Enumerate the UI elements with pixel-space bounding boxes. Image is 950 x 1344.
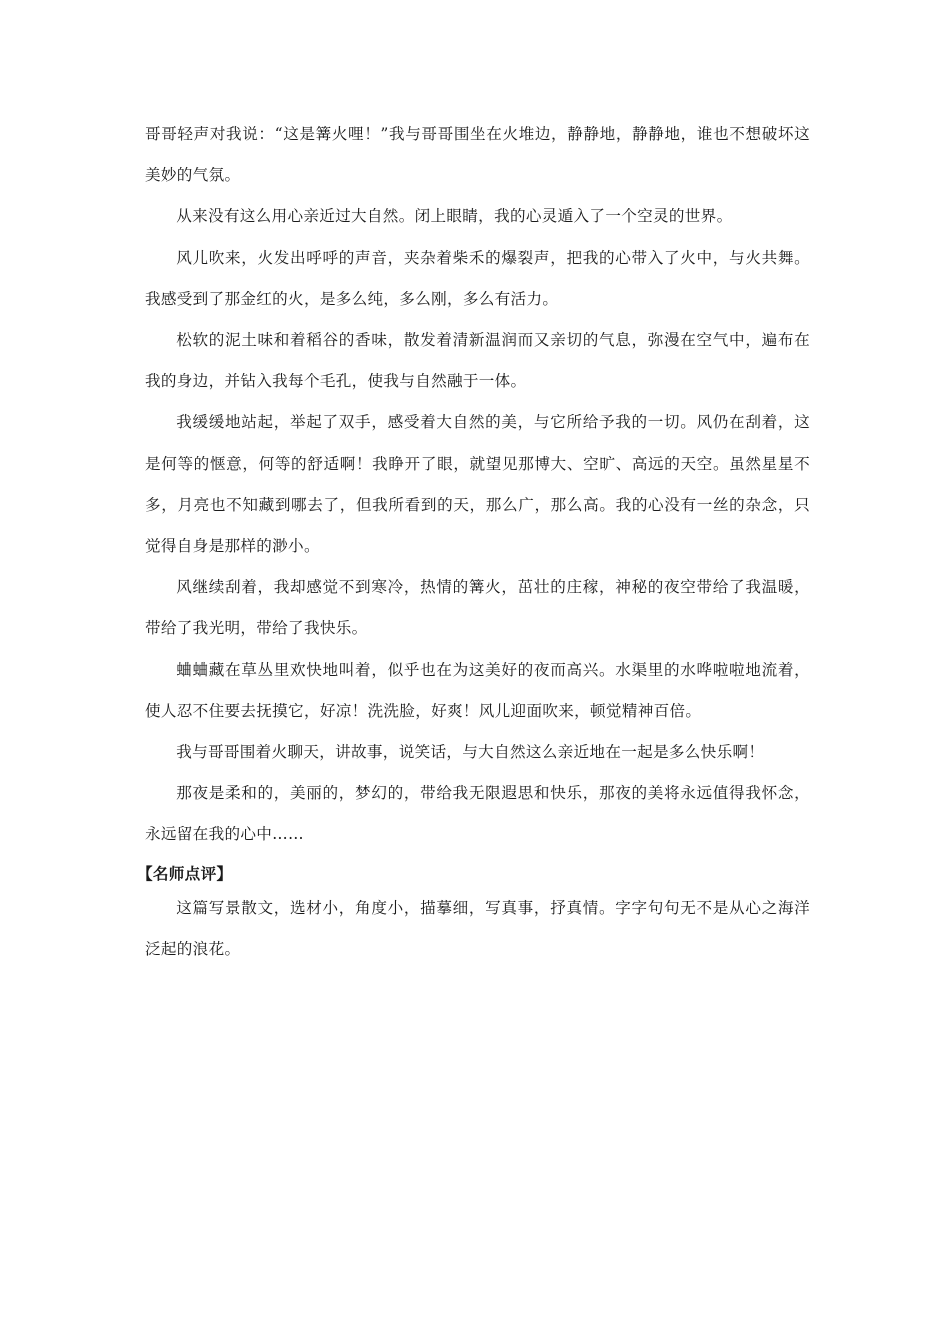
paragraph-1: 哥哥轻声对我说：“这是篝火哩！”我与哥哥围坐在火堆边，静静地，静静地，谁也不想破坏这美妙的气氛。 bbox=[145, 125, 810, 185]
paragraph-5: 我缓缓地站起，举起了双手，感受着大自然的美，与它所给予我的一切。风仍在刮着，这是何等的惬意，何等的舒适啊！我睁开了眼，就望见那博大、空旷、高远的天空。虽然星星不多，月亮也不知藏到哪去了，但我所看到的天，那么广，那么高。我的心没有一丝的杂念，只觉得自身是那样的渺小。 bbox=[145, 413, 810, 556]
comment-text: 这篇写景散文，选材小，角度小，描摹细，写真事，抒真情。字字句句无不是从心之海洋泛起的浪花。 bbox=[145, 898, 810, 958]
paragraph-8: 我与哥哥围着火聊天，讲故事，说笑话，与大自然这么亲近地在一起是多么快乐啊！ bbox=[176, 743, 765, 762]
paragraph-9: 那夜是柔和的，美丽的，梦幻的，带给我无限遐思和快乐，那夜的美将永远值得我怀念，永远留在我的心中…… bbox=[145, 784, 810, 844]
paragraph-6: 风继续刮着，我却感觉不到寒冷，热情的篝火，茁壮的庄稼，神秘的夜空带给了我温暖，带给了我光明，带给了我快乐。 bbox=[145, 578, 810, 638]
paragraph-4: 松软的泥土味和着稻谷的香味，散发着清新温润而又亲切的气息，弥漫在空气中，遍布在我的身边，并钻入我每个毛孔，使我与自然融于一体。 bbox=[145, 331, 810, 391]
comment-heading: 【名师点评】 bbox=[137, 864, 233, 883]
paragraph-7: 蛐蛐藏在草丛里欢快地叫着，似乎也在为这美好的夜而高兴。水渠里的水哗啦啦地流着，使人忍不住要去抚摸它，好凉！洗洗脸，好爽！风儿迎面吹来，顿觉精神百倍。 bbox=[145, 660, 810, 720]
paragraph-3: 风儿吹来，火发出呼呼的声音，夹杂着柴禾的爆裂声，把我的心带入了火中，与火共舞。我感受到了那金红的火，是多么纯，多么刚，多么有活力。 bbox=[145, 248, 810, 308]
paragraph-2: 从来没有这么用心亲近过大自然。闭上眼睛，我的心灵遁入了一个空灵的世界。 bbox=[176, 207, 733, 226]
document-body bbox=[137, 114, 810, 970]
